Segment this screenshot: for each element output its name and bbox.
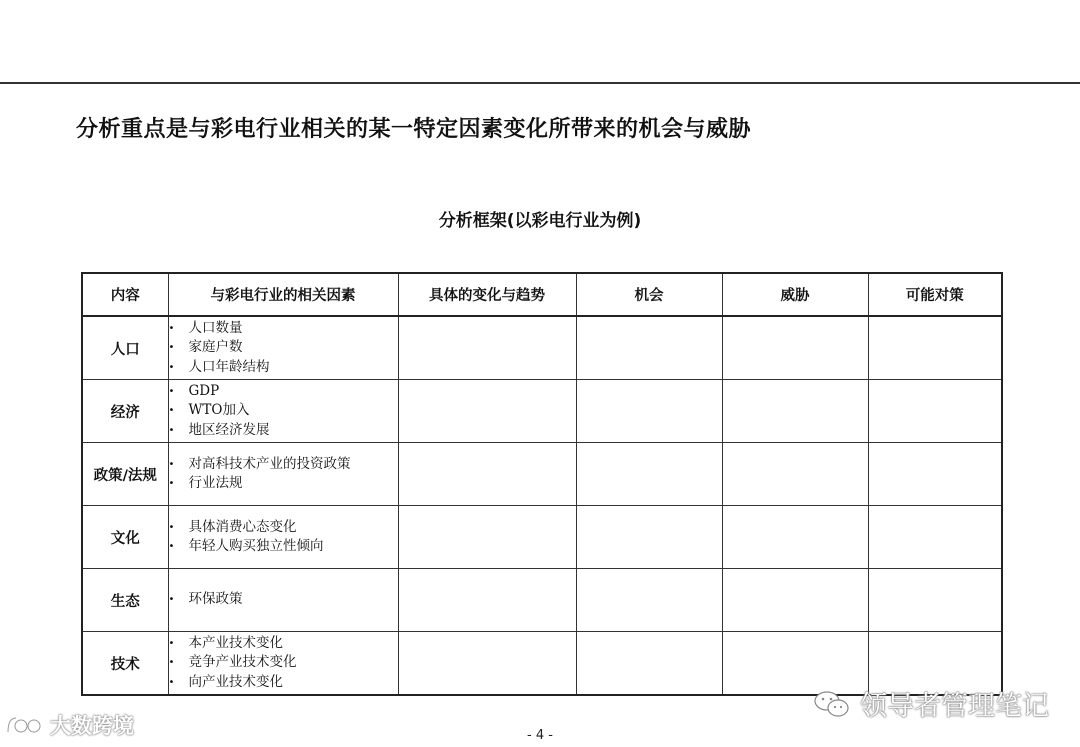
bullet-icon: • (168, 385, 175, 397)
factor-item (169, 319, 398, 339)
column-header-countermeasures: 可能对策 (868, 273, 1002, 316)
factor-item (169, 338, 398, 358)
row-factors-cell (168, 380, 398, 443)
opportunity-cell (576, 380, 722, 443)
analysis-framework-table (81, 272, 1003, 696)
row-category: 文化 (82, 506, 168, 569)
table-row (82, 380, 1002, 443)
row-factors-cell (168, 316, 398, 380)
factor-list (169, 455, 398, 494)
bullet-icon: • (168, 657, 175, 669)
row-category: 经济 (82, 380, 168, 443)
trend-cell (398, 380, 576, 443)
row-factors-cell (168, 632, 398, 696)
table-row (82, 443, 1002, 506)
table-header-row (82, 273, 1002, 316)
threat-cell (722, 506, 868, 569)
column-header-threats: 威胁 (722, 273, 868, 316)
factor-text: GDP (188, 382, 220, 399)
countermeasure-cell (868, 380, 1002, 443)
factor-text: 人口数量 (188, 319, 243, 336)
watermark-wechat (812, 684, 1049, 723)
bullet-icon: • (168, 405, 175, 417)
row-category: 技术 (82, 632, 168, 696)
factor-list (169, 590, 398, 610)
factor-text: 年轻人购买独立性倾向 (188, 538, 324, 554)
opportunity-cell (576, 443, 722, 506)
factor-text: 地区经济发展 (188, 421, 270, 438)
factor-text: 家庭户数 (188, 339, 243, 356)
top-rule (0, 82, 1080, 84)
factor-text: WTO加入 (188, 402, 250, 419)
factor-item (169, 518, 398, 538)
factor-list (169, 634, 398, 693)
factor-item (169, 537, 398, 557)
threat-cell (722, 569, 868, 632)
row-category: 人口 (82, 316, 168, 380)
factor-list (169, 319, 398, 378)
countermeasure-cell (868, 506, 1002, 569)
framework-subtitle: 分析框架(以彩电行业为例) (438, 211, 642, 231)
row-factors-cell (168, 443, 398, 506)
factor-item (169, 590, 398, 610)
factor-item (169, 634, 398, 654)
factor-text: 竞争产业技术变化 (188, 654, 297, 671)
row-category: 政策/法规 (82, 443, 168, 506)
row-factors-cell (168, 569, 398, 632)
factor-list (169, 382, 398, 441)
trend-cell (398, 569, 576, 632)
factor-item (169, 421, 398, 441)
factor-item (169, 653, 398, 673)
table-row (82, 569, 1002, 632)
column-header-content: 内容 (82, 273, 168, 316)
factor-list (169, 518, 398, 557)
factor-item (169, 382, 398, 402)
bullet-icon: • (168, 361, 175, 373)
factor-item (169, 455, 398, 475)
bullet-icon: • (168, 342, 175, 354)
watermark-right-text: 领导者管理笔记 (860, 691, 1049, 722)
table-body (82, 316, 1002, 695)
column-header-opportunities: 机会 (576, 273, 722, 316)
trend-cell (398, 443, 576, 506)
bullet-icon: • (168, 458, 175, 470)
bullet-icon: • (168, 521, 175, 533)
page-title: 分析重点是与彩电行业相关的某一特定因素变化所带来的机会与威胁 (76, 117, 752, 142)
trend-cell (398, 632, 576, 696)
factor-text: 本产业技术变化 (188, 634, 283, 651)
opportunity-cell (576, 316, 722, 380)
bullet-icon: • (168, 322, 175, 334)
bullet-icon: • (168, 594, 175, 606)
factor-text: 向产业技术变化 (188, 673, 283, 690)
threat-cell (722, 380, 868, 443)
wechat-icon (812, 689, 852, 719)
row-category: 生态 (82, 569, 168, 632)
countermeasure-cell (868, 316, 1002, 380)
countermeasure-cell (868, 443, 1002, 506)
bullet-icon: • (168, 676, 175, 688)
table-row (82, 506, 1002, 569)
page-number: - 4 - (527, 728, 553, 743)
opportunity-cell (576, 569, 722, 632)
bullet-icon: • (168, 424, 175, 436)
factor-item (169, 358, 398, 378)
opportunity-cell (576, 632, 722, 696)
countermeasure-cell (868, 569, 1002, 632)
watermark-left-text: 大数跨境 (50, 714, 134, 738)
factor-text: 环保政策 (188, 591, 243, 608)
bullet-icon: • (168, 637, 175, 649)
table-row (82, 316, 1002, 380)
trend-cell (398, 506, 576, 569)
column-header-factors: 与彩电行业的相关因素 (168, 273, 398, 316)
row-factors-cell (168, 506, 398, 569)
threat-cell (722, 316, 868, 380)
factor-item (169, 673, 398, 693)
factor-text: 对高科技术产业的投资政策 (188, 455, 351, 472)
bullet-icon: • (168, 478, 175, 489)
factor-item (169, 401, 398, 421)
factor-text: 具体消费心态变化 (188, 518, 297, 535)
trend-cell (398, 316, 576, 380)
threat-cell (722, 443, 868, 506)
column-header-trends: 具体的变化与趋势 (398, 273, 576, 316)
opportunity-cell (576, 506, 722, 569)
factor-text: 行业法规 (188, 475, 243, 491)
bullet-icon: • (168, 541, 175, 552)
factor-text: 人口年龄结构 (188, 358, 270, 375)
factor-item (169, 474, 398, 494)
